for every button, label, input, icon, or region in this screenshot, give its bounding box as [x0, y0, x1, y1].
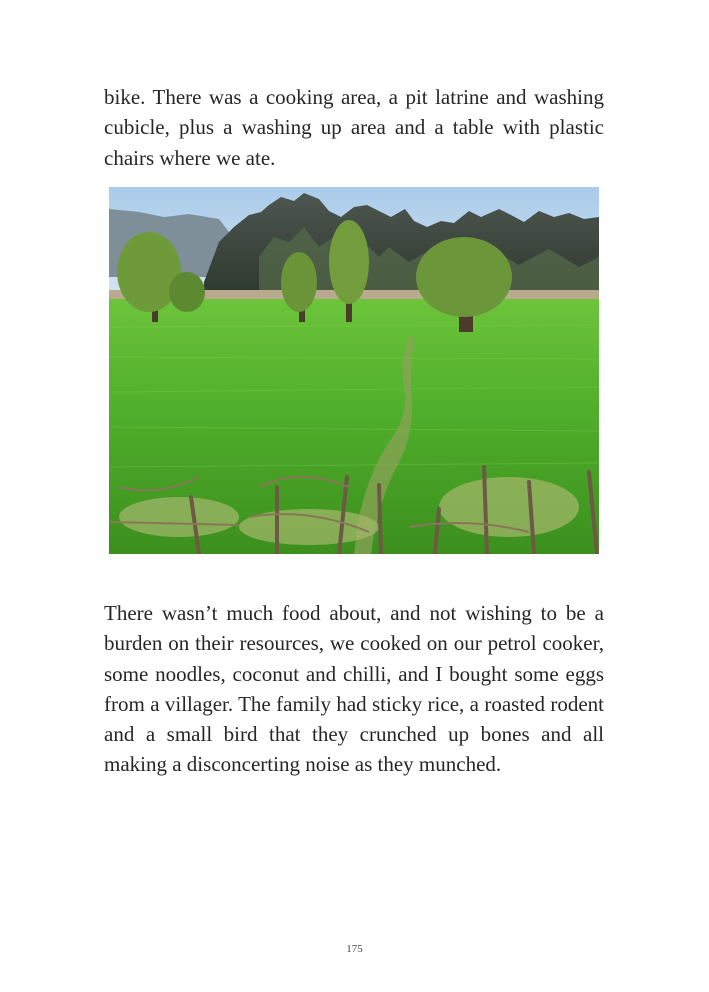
rice-field-illustration — [109, 187, 599, 554]
paragraph-food: There wasn’t much food about, and not wishing to be a burden on their resources, we cooked on our petrol cooker, some noodles, coconut and chilli, and I bought some eggs from a villager. The family had sticky rice, a roasted rodent and a small bird that they crunched up bones and all making a disconcerting noise as they munched. — [104, 601, 604, 777]
page-number: 175 — [346, 943, 363, 955]
rice-field-photo — [109, 187, 599, 554]
paragraph-intro: bike. There was a cooking area, a pit latrine and washing cubicle, plus a washing up area and a table with plastic chairs where we ate. — [104, 85, 604, 170]
